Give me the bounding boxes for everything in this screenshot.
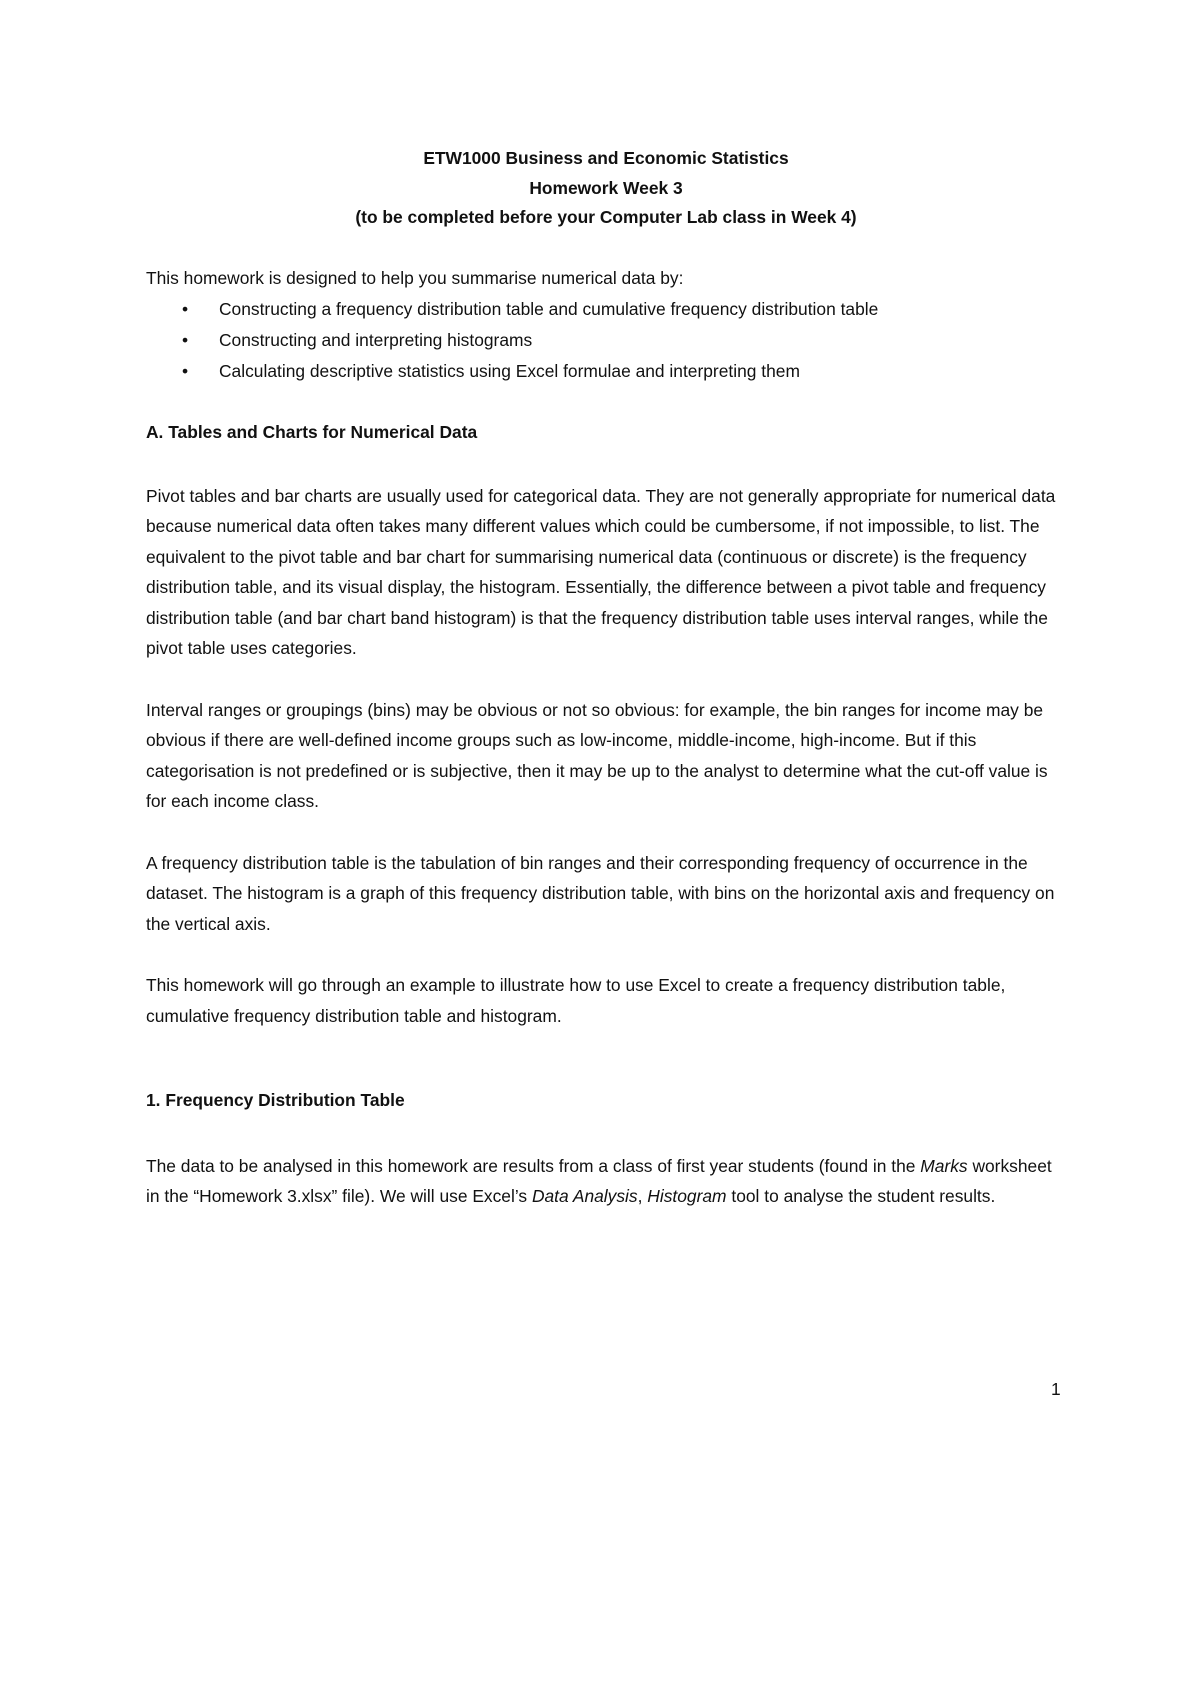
course-title: ETW1000 Business and Economic Statistics — [423, 148, 789, 168]
bullet-icon: • — [182, 299, 189, 319]
tool-name: Data Analysis — [531, 1186, 638, 1206]
objectives-list — [146, 294, 1066, 387]
list-item-text: Calculating descriptive statistics using Excel formulae and interpreting them — [219, 361, 800, 381]
tool-name: Histogram — [647, 1186, 727, 1206]
list-item-text: Constructing a frequency distribution table and cumulative frequency distribution table — [219, 299, 879, 319]
paragraph — [146, 1151, 1066, 1212]
worksheet-name: Marks — [920, 1155, 968, 1176]
list-item-text: Constructing and interpreting histograms — [219, 330, 533, 350]
text-segment: The data to be analysed in this homework are results from a class of first year students (found in the — [146, 1155, 921, 1176]
completion-note: (to be completed before your Computer Lab class in Week 4) — [355, 207, 857, 227]
document-title-block — [146, 144, 1066, 233]
bullet-icon: • — [182, 330, 189, 350]
paragraph: Interval ranges or groupings (bins) may be obvious or not so obvious: for example, the bin ranges for income may be obvious if there are well-defined income groups such as low-income, middle-income, high-income. But if this categorisation is not predefined or is subjective, then it may be up to the analyst to determine what the cut-off value is for each income class. — [146, 699, 1048, 811]
list-item — [146, 294, 1066, 325]
intro-text: This homework is designed to help you summarise numerical data by: — [146, 267, 684, 288]
text-segment: tool to analyse the student results. — [726, 1186, 996, 1206]
list-item — [146, 356, 1066, 387]
paragraph: A frequency distribution table is the tabulation of bin ranges and their corresponding frequency of occurrence in the dataset. The histogram is a graph of this frequency distribution table, with bins on the horizontal axis and frequency on the vertical axis. — [146, 852, 1055, 934]
list-item — [146, 325, 1066, 356]
page-content — [146, 144, 1066, 1212]
bullet-icon: • — [182, 361, 189, 381]
section-1-heading: 1. Frequency Distribution Table — [146, 1090, 405, 1110]
homework-title: Homework Week 3 — [529, 177, 683, 198]
paragraph: This homework will go through an example to illustrate how to use Excel to create a frequency distribution table, cumulative frequency distribution table and histogram. — [146, 975, 1006, 1026]
section-a-heading: A. Tables and Charts for Numerical Data — [146, 422, 478, 442]
text-segment: , — [637, 1186, 648, 1206]
paragraph: Pivot tables and bar charts are usually used for categorical data. They are not generally appropriate for numerical data because numerical data often takes many different values which could be cumbersome, if not impossible, to list. The equivalent to the pivot table and bar chart for summarising numerical data (continuous or discrete) is the frequency distribution table, and its visual display, the histogram. Essentially, the difference between a pivot table and frequency distribution table (and bar chart band histogram) is that the frequency distribution table uses interval ranges, while the pivot table uses categories. — [146, 485, 1056, 658]
text-segment: worksheet in the “Homework 3.xlsx” file). We will use Excel’s — [146, 1155, 1052, 1206]
page-number: 1 — [1051, 1379, 1061, 1399]
